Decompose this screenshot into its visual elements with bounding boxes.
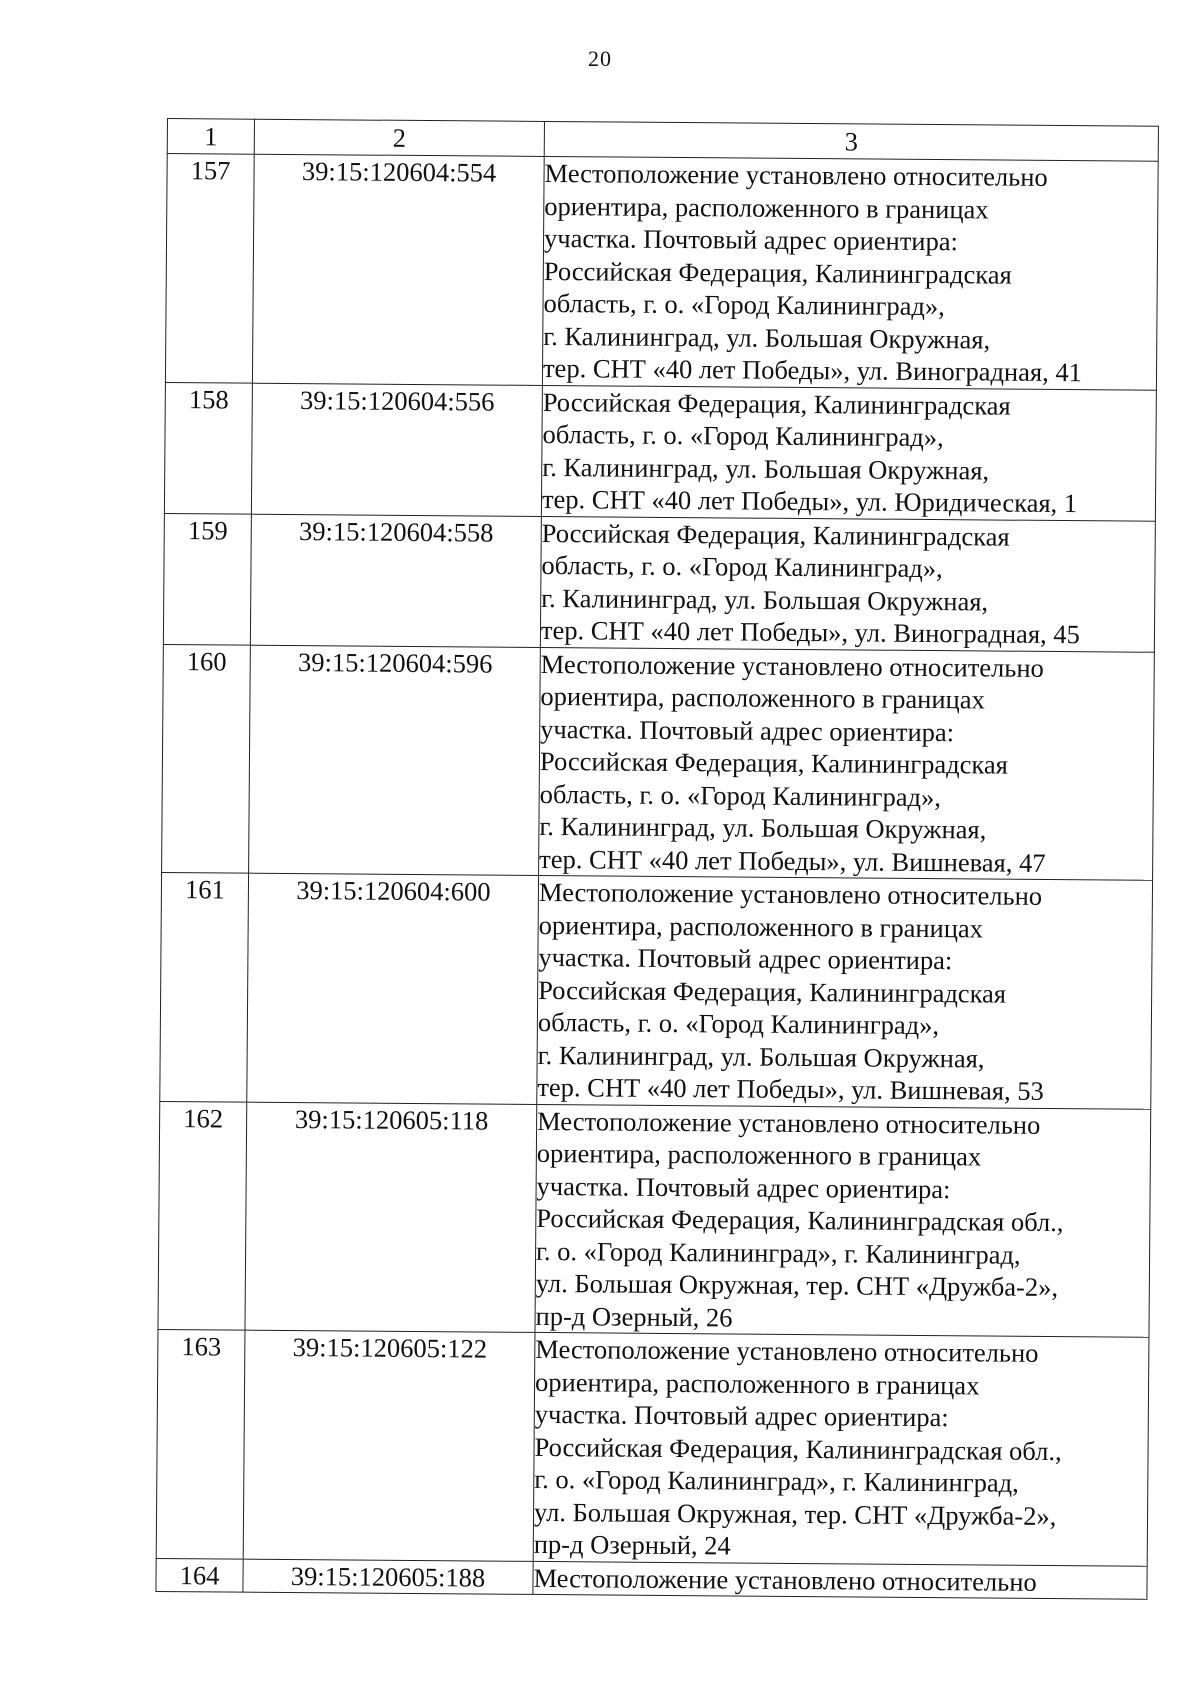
address-cell (537, 875, 1153, 1108)
row-number-cell: 159 (163, 513, 251, 645)
address-line: ул. Большая Окружная, тер. СНТ «Дружба-2», (535, 1267, 1059, 1303)
address-line: область, г. о. «Город Калининград», (539, 778, 942, 812)
address-cell (541, 385, 1156, 521)
address-line: г. Калининград, ул. Большая Окружная, (537, 1039, 985, 1073)
address-line: г. о. «Город Калининград», г. Калининград, (534, 1463, 1019, 1498)
address-line: область, г. о. «Город Калининград», (542, 418, 944, 453)
cadastral-number-cell: 39:15:120604:596 (249, 645, 541, 876)
address-line: Местоположение установлено относительно (537, 1105, 1041, 1140)
address-cell (542, 156, 1158, 389)
address-line: Российская Федерация, Калининградская (539, 745, 1008, 780)
address-cell (540, 516, 1155, 652)
address-cell (539, 647, 1155, 880)
table-row (156, 1558, 1147, 1599)
address-line: Российская Федерация, Калининградская обл., (534, 1431, 1062, 1466)
address-line: Местоположение установлено относительно (533, 1562, 1037, 1597)
table-body (156, 119, 1159, 1600)
cadastral-number-cell: 39:15:120605:118 (245, 1102, 537, 1333)
address-line: Российская Федерация, Калининградская (538, 974, 1007, 1009)
row-number-cell: 162 (158, 1101, 247, 1330)
table-row (158, 1101, 1151, 1337)
page-number: 20 (588, 46, 612, 71)
address-line: Российская Федерация, Калининградская (542, 386, 1011, 421)
address-line: тер. СНТ «40 лет Победы», ул. Виноградная, 41 (542, 352, 1083, 388)
table-row (164, 382, 1156, 521)
address-line: ориентира, расположенного в границах (544, 190, 989, 224)
cadastral-number-cell: 39:15:120604:556 (251, 383, 542, 516)
address-line: Российская Федерация, Калининградская (541, 517, 1010, 552)
address-line: г. о. «Город Калининград», г. Калининград, (535, 1235, 1021, 1270)
address-line: тер. СНТ «40 лет Победы», ул. Вишневая, 53 (537, 1071, 1044, 1106)
address-line: Местоположение установлено относительно (540, 648, 1045, 683)
address-line: Местоположение установлено относительно (535, 1333, 1039, 1368)
address-line: тер. СНТ «40 лет Победы», ул. Виноградная, 45 (540, 614, 1080, 650)
address-line: область, г. о. «Город Калининград», (541, 549, 943, 584)
cadastral-number-cell: 39:15:120604:558 (250, 514, 541, 647)
table-row (160, 872, 1153, 1108)
address-line: ориентира, расположенного в границах (536, 1137, 982, 1172)
row-number-cell: 157 (165, 154, 254, 383)
table-row (163, 513, 1155, 652)
address-line: г. Калининград, ул. Большая Окружная, (543, 320, 991, 354)
row-number-cell: 164 (156, 1558, 243, 1592)
address-line: участка. Почтовый адрес ориентира: (534, 1398, 949, 1433)
row-number-cell: 160 (162, 644, 251, 873)
address-line: участка. Почтовый адрес ориентира: (540, 713, 955, 747)
column-header-number: 1 (167, 119, 254, 155)
cadastral-number-cell: 39:15:120605:122 (243, 1330, 535, 1561)
address-line: Местоположение установлено относительно (544, 157, 1048, 192)
address-cell (533, 1332, 1149, 1565)
column-header-cadastral: 2 (254, 119, 544, 156)
address-line: участка. Почтовый адрес ориентира: (543, 222, 959, 257)
row-number-cell: 158 (164, 382, 252, 514)
address-line: г. Калининград, ул. Большая Окружная, (539, 810, 987, 845)
address-line: участка. Почтовый адрес ориентира: (536, 1170, 951, 1204)
address-line: ориентира, расположенного в границах (538, 909, 984, 943)
row-number-cell: 161 (160, 872, 249, 1101)
address-cell (533, 1561, 1147, 1599)
address-line: ул. Большая Окружная, тер. СНТ «Дружба-2», (533, 1496, 1057, 1531)
address-line: область, г. о. «Город Калининград», (537, 1006, 940, 1041)
table-row (162, 644, 1155, 880)
address-line: пр-д Озерный, 24 (533, 1528, 731, 1561)
cadastral-number-cell: 39:15:120604:554 (252, 154, 544, 385)
address-line: ориентира, расположенного в границах (534, 1366, 980, 1400)
address-line: участка. Почтовый адрес ориентира: (538, 941, 953, 976)
address-line: Российская Федерация, Калининградская обл., (536, 1202, 1064, 1238)
address-line: тер. СНТ «40 лет Победы», ул. Юридическая, 1 (541, 483, 1078, 519)
address-line: г. Калининград, ул. Большая Окружная, (541, 582, 989, 616)
address-line: пр-д Озерный, 26 (535, 1300, 733, 1332)
row-number-cell: 163 (156, 1329, 245, 1558)
address-line: Российская Федерация, Калининградская (543, 255, 1012, 290)
address-line: Местоположение установлено относительно (538, 876, 1043, 911)
table-row (156, 1329, 1149, 1565)
table-row (165, 154, 1158, 390)
land-plot-table (155, 118, 1159, 1600)
address-cell (535, 1104, 1151, 1337)
address-line: область, г. о. «Город Калининград», (543, 287, 945, 322)
address-line: тер. СНТ «40 лет Победы», ул. Вишневая, 47 (539, 843, 1046, 878)
address-line: ориентира, расположенного в границах (540, 680, 985, 715)
cadastral-number-cell: 39:15:120605:188 (243, 1559, 533, 1595)
cadastral-number-cell: 39:15:120604:600 (247, 873, 539, 1104)
column-header-address: 3 (544, 121, 1158, 161)
address-line: г. Калининград, ул. Большая Окружная, (542, 451, 990, 485)
